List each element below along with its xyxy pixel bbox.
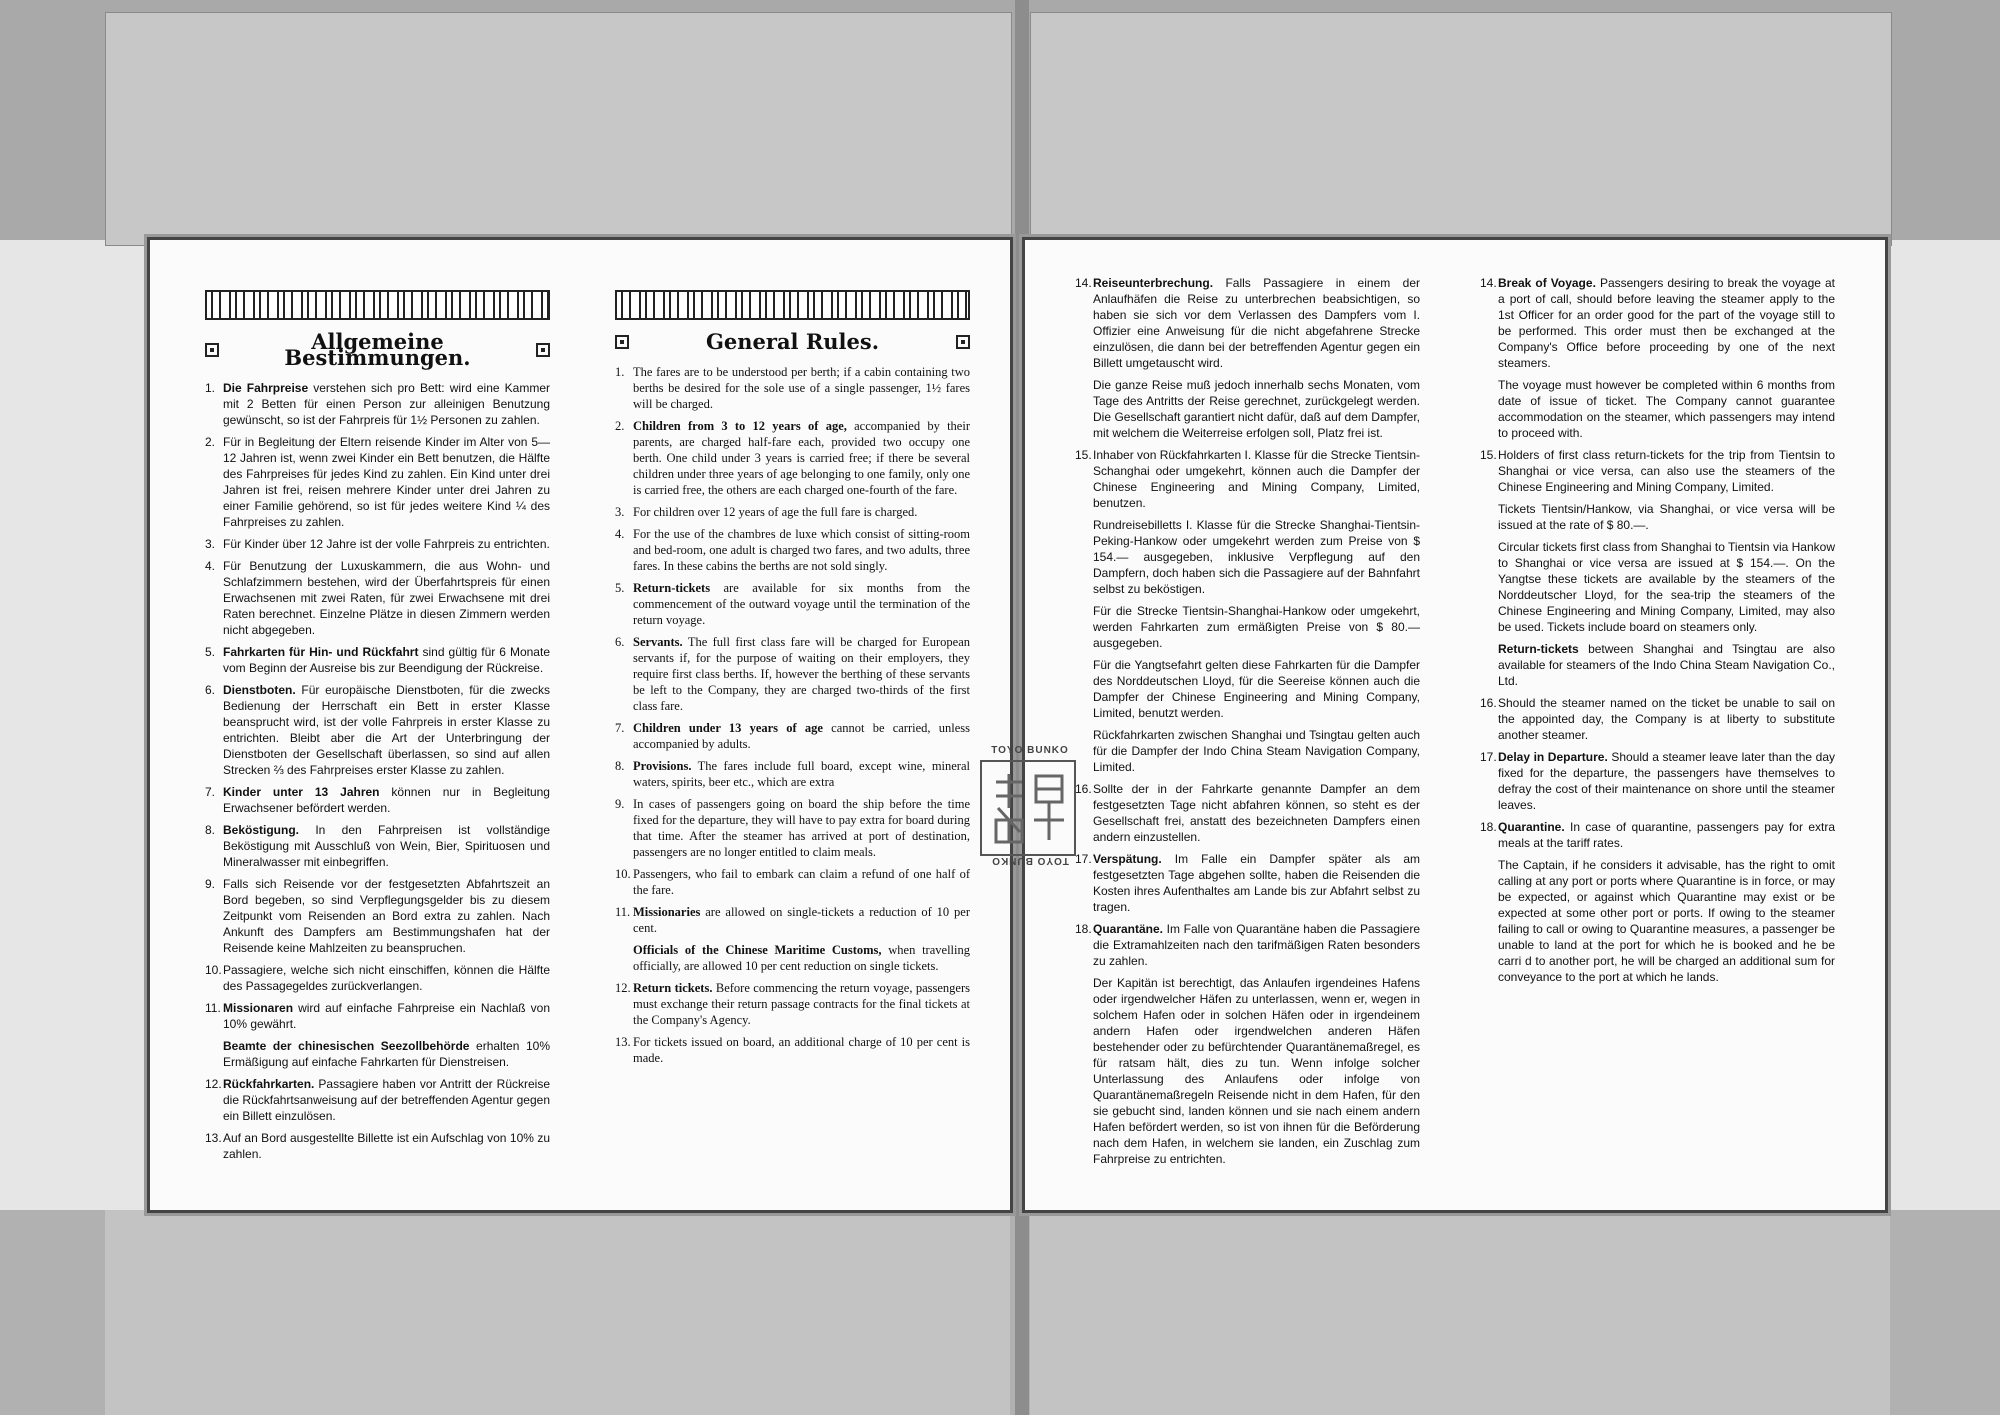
library-stamp [975, 745, 1085, 875]
rule-paragraph [1093, 657, 1420, 721]
rule-paragraph [205, 822, 550, 870]
rule-paragraph [205, 784, 550, 816]
rule-paragraph [205, 682, 550, 778]
rule-paragraph [205, 644, 550, 676]
rule-text: are available for six months from the commencement of the outward voyage until the termination of the return voyage. [633, 581, 970, 627]
rule-paragraph [1498, 641, 1835, 689]
rule-text: cannot be carried, unless accompanied by adults. [633, 721, 970, 751]
rule-paragraph [615, 758, 970, 790]
rule-text: Die ganze Reise muß jedoch innerhalb sechs Monaten, vom Tage des Antritts der Reise gerechnet, zurückgelegt werden. Die Gesellschaft garantiert nicht dafür, daß auf dem Dampfer, mit welchem die Weiterreise erfolgen soll, Platz frei ist. [1093, 378, 1420, 440]
stamp-seal-icon [980, 760, 1076, 856]
ornament-square-icon [956, 335, 970, 349]
rule-text: Für Benutzung der Luxuskammern, die aus Wohn- und Schlafzimmern bestehen, wird der Überfahrtspreis für einen Erwachsenen mit zwei Raten, für zwei Erwachsene mit drei Raten berechnet. Einzelne Plätze in diesen Zimmern werden nicht abgegeben. [223, 559, 550, 637]
rule-text: Für europäische Dienstboten, für die zwecks Bedienung der Herrschaft ein Bett in erster Klasse beansprucht wird, ist der volle Fahrpreis in erster Klasse zu entrichten. Bleibt aber die Art der Unterbringung der Dienstboten der Gesellschaft überlassen, so sind auf allen Strecken ⅔ des Fahrpreises erster Klasse zu zahlen. [223, 683, 550, 777]
scan-cover-right-top [1030, 12, 1892, 246]
rule-paragraph [633, 942, 970, 974]
rule-number: 8. [205, 823, 216, 837]
english-rules-continued-column [1480, 275, 1835, 991]
rule-number: 10. [615, 867, 631, 881]
rule-paragraph [205, 434, 550, 530]
rule-paragraph [615, 904, 970, 936]
rule-lead: Servants. [633, 635, 683, 649]
rule-paragraph [1093, 603, 1420, 651]
rule-number: 11. [615, 905, 631, 919]
rule-text: Für in Begleitung der Eltern reisende Kinder im Alter von 5—12 Jahren ist, wenn zwei Kinder ein Bett benutzen, die Hälfte des Fahrpreises für jedes Kind zu zahlen. Ein Kind unter drei Jahren ist frei, reisen mehrere Kinder unter drei Jahren zu einer Familie gehörend, so ist für jedes weitere Kind ¼ des Fahrpreises zu zahlen. [223, 435, 550, 529]
rule-text: In case of quarantine, passengers pay for extra meals at the tariff rates. [1498, 820, 1835, 850]
rule-paragraph [1093, 377, 1420, 441]
rule-paragraph [615, 980, 970, 1028]
ornament-square-icon [536, 343, 550, 357]
rule-text: The full first class fare will be charged for European servants if, for the purpose of waiting on their employers, they require first class berths. If, however the berthing of these servants be left to the Company, they are charged two-thirds of the first class fare. [633, 635, 970, 713]
rule-number: 9. [205, 877, 216, 891]
rule-number: 2. [615, 419, 625, 433]
rule-number: 1. [615, 365, 625, 379]
rule-text: For tickets issued on board, an additional charge of 10 per cent is made. [633, 1035, 970, 1065]
rule-text: accompanied by their parents, are charged half-fare each, provided two occupy one berth. One child under 3 years is carried free; if there be several children under three years of age belonging to one family, only one is carried free, the others are each charged one-fourth of the fare. [633, 419, 970, 497]
rule-text: sind gültig für 6 Monate vom Beginn der Ausreise bis zur Beendigung der Rückreise. [223, 645, 550, 675]
rule-paragraph [1498, 377, 1835, 441]
rule-paragraph [1480, 819, 1835, 851]
rule-paragraph [615, 720, 970, 752]
rule-number: 6. [615, 635, 625, 649]
rule-text: Für Kinder über 12 Jahre ist der volle Fahrpreis zu entrichten. [223, 537, 550, 551]
rule-paragraph [205, 1076, 550, 1124]
rule-text: Im Falle ein Dampfer später als am festgesetzten Tage abgehen sollte, haben die Reisenden die Kosten ihres Aufenthaltes am Lande bis zur Abfahrt selbst zu tragen. [1093, 852, 1420, 914]
rule-number: 7. [615, 721, 625, 735]
rule-lead: Return tickets. [633, 981, 713, 995]
rule-paragraph [205, 1000, 550, 1032]
rule-paragraph [1075, 447, 1420, 511]
left-page [150, 240, 1010, 1210]
rule-text: Sollte der in der Fahrkarte genannte Dampfer an dem festgesetzten Tage nicht abfahren können, so steht es der Gesellschaft frei, anstatt des bezeichneten Dampfers einen andern einzustellen. [1093, 782, 1420, 844]
rule-paragraph [205, 380, 550, 428]
rule-lead: Return-tickets [1498, 642, 1579, 656]
rule-paragraph [1075, 921, 1420, 969]
rule-text: verstehen sich pro Bett: wird eine Kammer mit 2 Betten für einen Person zur alleinigen Benutzung gewünscht, so ist der Fahrpreis für 1½ Personen zu zahlen. [223, 381, 550, 427]
rule-number: 5. [205, 645, 216, 659]
rule-paragraph [1075, 851, 1420, 915]
rule-text: are allowed on single-tickets a reduction of 10 per cent. [633, 905, 970, 935]
rule-text: Falls Passagiere in einem der Anlaufhäfen die Reise zu unterbrechen beabsichtigen, so haben sie sich vor dem Verlassen des Dampfers vom I. Offizier eine Anweisung für die nicht abgefahrene Strecke einzulösen, die dann bei der betreffenden Agentur gegen ein Billett umgetauscht wird. [1093, 276, 1420, 370]
rule-number: 16. [1480, 696, 1497, 710]
rule-text: Passengers, who fail to embark can claim a refund of one half of the fare. [633, 867, 970, 897]
rule-text: Circular tickets first class from Shanghai to Tientsin via Hankow to Shanghai or vice versa are issued at $ 154.—. On the Yangtse these tickets are available by the steamers of the Norddeutscher Lloyd, for the sea-trip the steamers of the Chinese Engineering and Mining Company, Limited, may also be used. Tickets include board on steamers only. [1498, 540, 1835, 634]
rule-text: Should the steamer named on the ticket be unable to sail on the appointed day, the Company is at liberty to substitute another steamer. [1498, 696, 1835, 742]
rule-number: 15. [1075, 448, 1092, 462]
rule-paragraph [1498, 857, 1835, 985]
rule-number: 16. [1075, 782, 1092, 796]
rule-lead: Dienstboten. [223, 683, 296, 697]
rule-paragraph [1075, 275, 1420, 371]
rule-number: 18. [1480, 820, 1497, 834]
rule-paragraph [1480, 695, 1835, 743]
rule-number: 6. [205, 683, 216, 697]
rule-number: 12. [615, 981, 631, 995]
right-page [1025, 240, 1885, 1210]
rule-lead: Missionaries [633, 905, 701, 919]
scan-cover-left-bottom [105, 1210, 1010, 1415]
rule-lead: Quarantine. [1498, 820, 1565, 834]
ornamental-border [615, 290, 970, 320]
rule-text: In den Fahrpreisen ist vollständige Beköstigung mit Ausschluß von Wein, Bier, Spirituosen und Mineralwasser mit einbegriffen. [223, 823, 550, 869]
english-heading [615, 329, 970, 354]
rule-number: 7. [205, 785, 216, 799]
rule-paragraph [205, 536, 550, 552]
rule-text: In cases of passengers going on board the ship before the time fixed for the departure, they will have to pay extra for board during that time. After the steamer has arrived at port of destination, passengers are no longer entitled to claim meals. [633, 797, 970, 859]
rule-paragraph [1093, 727, 1420, 775]
rule-number: 14. [1075, 276, 1092, 290]
rule-number: 5. [615, 581, 625, 595]
rule-lead: Reiseunterbrechung. [1093, 276, 1214, 290]
ornament-square-icon [615, 335, 629, 349]
rule-paragraph [205, 962, 550, 994]
rule-number: 4. [205, 559, 216, 573]
rule-lead: Die Fahrpreise [223, 381, 309, 395]
rule-text: Inhaber von Rückfahrkarten I. Klasse für die Strecke Tientsin-Schanghai oder umgekehrt, können auch die Dampfer der Chinese Engineering and Mining Company, Limited, benutzen. [1093, 448, 1420, 510]
rule-lead: Beköstigung. [223, 823, 300, 837]
rule-paragraph [205, 558, 550, 638]
rule-text: The fares are to be understood per berth; if a cabin containing two berths be desired for the sole use of a single passenger, 1½ fares will be charged. [633, 365, 970, 411]
rule-paragraph [615, 580, 970, 628]
rule-lead: Officials of the Chinese Maritime Customs, [633, 943, 882, 957]
stamp-text-top: TOYO BUNKO [991, 745, 1069, 756]
rule-paragraph [1480, 275, 1835, 371]
rule-number: 11. [205, 1001, 221, 1015]
rule-text: Before commencing the return voyage, passengers must exchange their return passage contracts for the final tickets at the Company's Agency. [633, 981, 971, 1027]
stamp-text-bottom: TOYO BUNKO [991, 855, 1069, 866]
ornament-square-icon [205, 343, 219, 357]
german-rules-continued-column [1075, 275, 1420, 1173]
rule-paragraph [205, 876, 550, 956]
rule-paragraph [1093, 975, 1420, 1167]
rule-text: Holders of first class return-tickets for the trip from Tientsin to Shanghai or vice versa, can also use the steamers of the Chinese Engineering and Mining Company, Limited. [1498, 448, 1835, 494]
rule-lead: Rückfahrkarten. [223, 1077, 315, 1091]
rule-lead: Return-tickets [633, 581, 711, 595]
rule-text: Rundreisebilletts I. Klasse für die Strecke Shanghai-Tientsin-Peking-Hankow oder umgekehrt werden zum Preise von $ 154.— ausgegeben, inklusive Verpflegung auf den Dampfern, doch haben sich die Passagiere auf der Bahnfahrt selbst zu beköstigen. [1093, 518, 1420, 596]
rule-text: For children over 12 years of age the full fare is charged. [633, 505, 918, 519]
rule-paragraph [1075, 781, 1420, 845]
rule-text: Für die Strecke Tientsin-Shanghai-Hankow oder umgekehrt, werden Fahrkarten zum ermäßigten Preise von $ 80.— ausgegeben. [1093, 604, 1420, 650]
rule-lead: Kinder unter 13 Jahren [223, 785, 380, 799]
rule-number: 12. [205, 1077, 222, 1091]
rule-number: 13. [615, 1035, 631, 1049]
rule-text: Passagiere haben vor Antritt der Rückreise die Rückfahrtsanweisung auf der betreffenden Agentur gegen ein Billett einzulösen. [223, 1077, 550, 1123]
rule-text: Der Kapitän ist berechtigt, das Anlaufen irgendeines Hafens oder irgendwelcher Häfen zu unterlassen, wenn er, wegen in solchem Hafen oder in solchen Häfen oder in irgendeinem andern Hafen oder irgendwelchen anderen Häfen bestehender oder zu befürchtender Quarantänemaßregel, es für ratsam hält, dies zu tun. Wenn infolge solcher Unterlassung des Anlaufens oder infolge von Quarantänemaßregeln Reisende nicht in dem Hafen, für den sie gebucht sind, landen können und sie nach einem andern Hafen befördert werden, so ist von ihnen für die Beförderung nach dem Hafen, in welchem sie landen, ein Zuschlag zum Fahrpreise zu entrichten. [1093, 976, 1420, 1166]
rule-text: Für die Yangtsefahrt gelten diese Fahrkarten für die Dampfer des Norddeutschen Lloyd, für die Seereise können auch die Dampfer der Chinese Engineering and Mining Company, Limited, benutzt werden. [1093, 658, 1420, 720]
rule-number: 14. [1480, 276, 1497, 290]
rule-text: For the use of the chambres de luxe which consist of sitting-room and bed-room, one adult is charged two fares, and two adults, three fares. In these cabins the berths are not sold singly. [633, 527, 970, 573]
rule-text: Should a steamer leave later than the day fixed for the departure, the passengers have themselves to defray the cost of their maintenance on shore until the steamer leaves. [1498, 750, 1835, 812]
german-heading [205, 329, 550, 370]
rule-lead: Missionaren [223, 1001, 294, 1015]
rule-paragraph [615, 866, 970, 898]
rule-paragraph [1480, 447, 1835, 495]
rule-paragraph [615, 796, 970, 860]
rule-lead: Beamte der chinesischen Seezollbehörde [223, 1039, 470, 1053]
rule-lead: Provisions. [633, 759, 692, 773]
rule-paragraph [1498, 539, 1835, 635]
rule-lead: Fahrkarten für Hin- und Rückfahrt [223, 645, 419, 659]
rule-paragraph [205, 1130, 550, 1162]
rule-paragraph [615, 1034, 970, 1066]
rule-number: 8. [615, 759, 625, 773]
rule-lead: Children from 3 to 12 years of age, [633, 419, 847, 433]
rule-number: 3. [205, 537, 216, 551]
rule-number: 4. [615, 527, 625, 541]
english-title: General Rules. [705, 329, 880, 354]
rule-paragraph [1093, 517, 1420, 597]
rule-paragraph [1480, 749, 1835, 813]
rule-paragraph [615, 526, 970, 574]
ornamental-border [205, 290, 550, 320]
rule-number: 13. [205, 1131, 222, 1145]
rule-text: Passagiere, welche sich nicht einschiffen, können die Hälfte des Passagegeldes zurückverlangen. [223, 963, 550, 993]
english-rules-column [615, 290, 970, 1072]
rule-number: 1. [205, 381, 216, 395]
rule-number: 2. [205, 435, 216, 449]
rule-text: erhalten 10% Ermäßigung auf einfache Fahrkarten für Dienstreisen. [223, 1039, 550, 1069]
rule-text: between Shanghai and Tsingtau are also available for steamers of the Indo China Steam Navigation Co., Ltd. [1498, 642, 1835, 688]
rule-paragraph [1498, 501, 1835, 533]
rule-lead: Children under 13 years of age [633, 721, 823, 735]
rule-text: Tickets Tientsin/Hankow, via Shanghai, or vice versa will be issued at the rate of $ 80.—. [1498, 502, 1835, 532]
rule-lead: Quarantäne. [1093, 922, 1164, 936]
rule-text: The Captain, if he considers it advisable, has the right to omit calling at any port or ports where Quarantine is in force, or may be expected, or against which Quarantine may exist or be expected at some other port or ports. If owing to the steamer failing to call or owing to Quarantine measures, a passenger be unable to land at the port for which he is booked and he be carri d to another port, he will be charged an additional sum for conveyance to the port at which he lands. [1498, 858, 1835, 984]
rule-text: Auf an Bord ausgestellte Billette ist ein Aufschlag von 10% zu zahlen. [223, 1131, 550, 1161]
rule-number: 17. [1480, 750, 1497, 764]
rule-lead: Delay in Departure. [1498, 750, 1608, 764]
rule-text: Falls sich Reisende vor der festgesetzten Abfahrtszeit an Bord begeben, so sind Verpflegungsgelder bis zu diesem Zeitpunkt vom Reisenden an Bord extra zu zahlen. Nach Ankunft des Dampfers am Bestimmungshafen hat der Reisende keine Mahlzeiten zu beanspruchen. [223, 877, 550, 955]
rule-number: 10. [205, 963, 222, 977]
scan-cover-right-bottom [1030, 1210, 1890, 1415]
rule-text: Im Falle von Quarantäne haben die Passagiere die Extramahlzeiten nach den tarifmäßigen Raten besonders zu zahlen. [1093, 922, 1420, 968]
rule-text: Rückfahrkarten zwischen Shanghai und Tsingtau gelten auch für die Dampfer der Indo China Steam Navigation Company, Limited. [1093, 728, 1420, 774]
rule-number: 9. [615, 797, 625, 811]
rule-paragraph [615, 364, 970, 412]
rule-number: 15. [1480, 448, 1497, 462]
rule-text: Passengers desiring to break the voyage at a port of call, should before leaving the steamer apply to the 1st Officer for an order good for the part of the voyage still to be performed. This order must then be exchanged at the Company's Office before proceeding by one of the next steamers. [1498, 276, 1836, 370]
rule-paragraph [615, 504, 970, 520]
rule-paragraph [615, 634, 970, 714]
german-rules-column [205, 290, 550, 1168]
scan-cover-left-top [105, 12, 1012, 246]
rule-text: The voyage must however be completed within 6 months from date of issue of ticket. The Company cannot guarantee accommodation on the steamer, which passengers may intend to proceed with. [1498, 378, 1835, 440]
rule-paragraph [615, 418, 970, 498]
rule-lead: Break of Voyage. [1498, 276, 1596, 290]
rule-number: 17. [1075, 852, 1092, 866]
rule-text: können nur in Begleitung Erwachsener befördert werden. [223, 785, 550, 815]
rule-number: 18. [1075, 922, 1092, 936]
rule-text: wird auf einfache Fahrpreise ein Nachlaß von 10% gewährt. [223, 1001, 550, 1031]
german-title: Allgemeine Bestimmungen. [284, 329, 471, 370]
rule-lead: Verspätung. [1093, 852, 1162, 866]
rule-text: when travelling officially, are allowed 10 per cent reduction on single tickets. [633, 943, 970, 973]
rule-text: The fares include full board, except wine, mineral waters, spirits, beer etc., which are extra [633, 759, 970, 789]
rule-paragraph [223, 1038, 550, 1070]
rule-number: 3. [615, 505, 625, 519]
